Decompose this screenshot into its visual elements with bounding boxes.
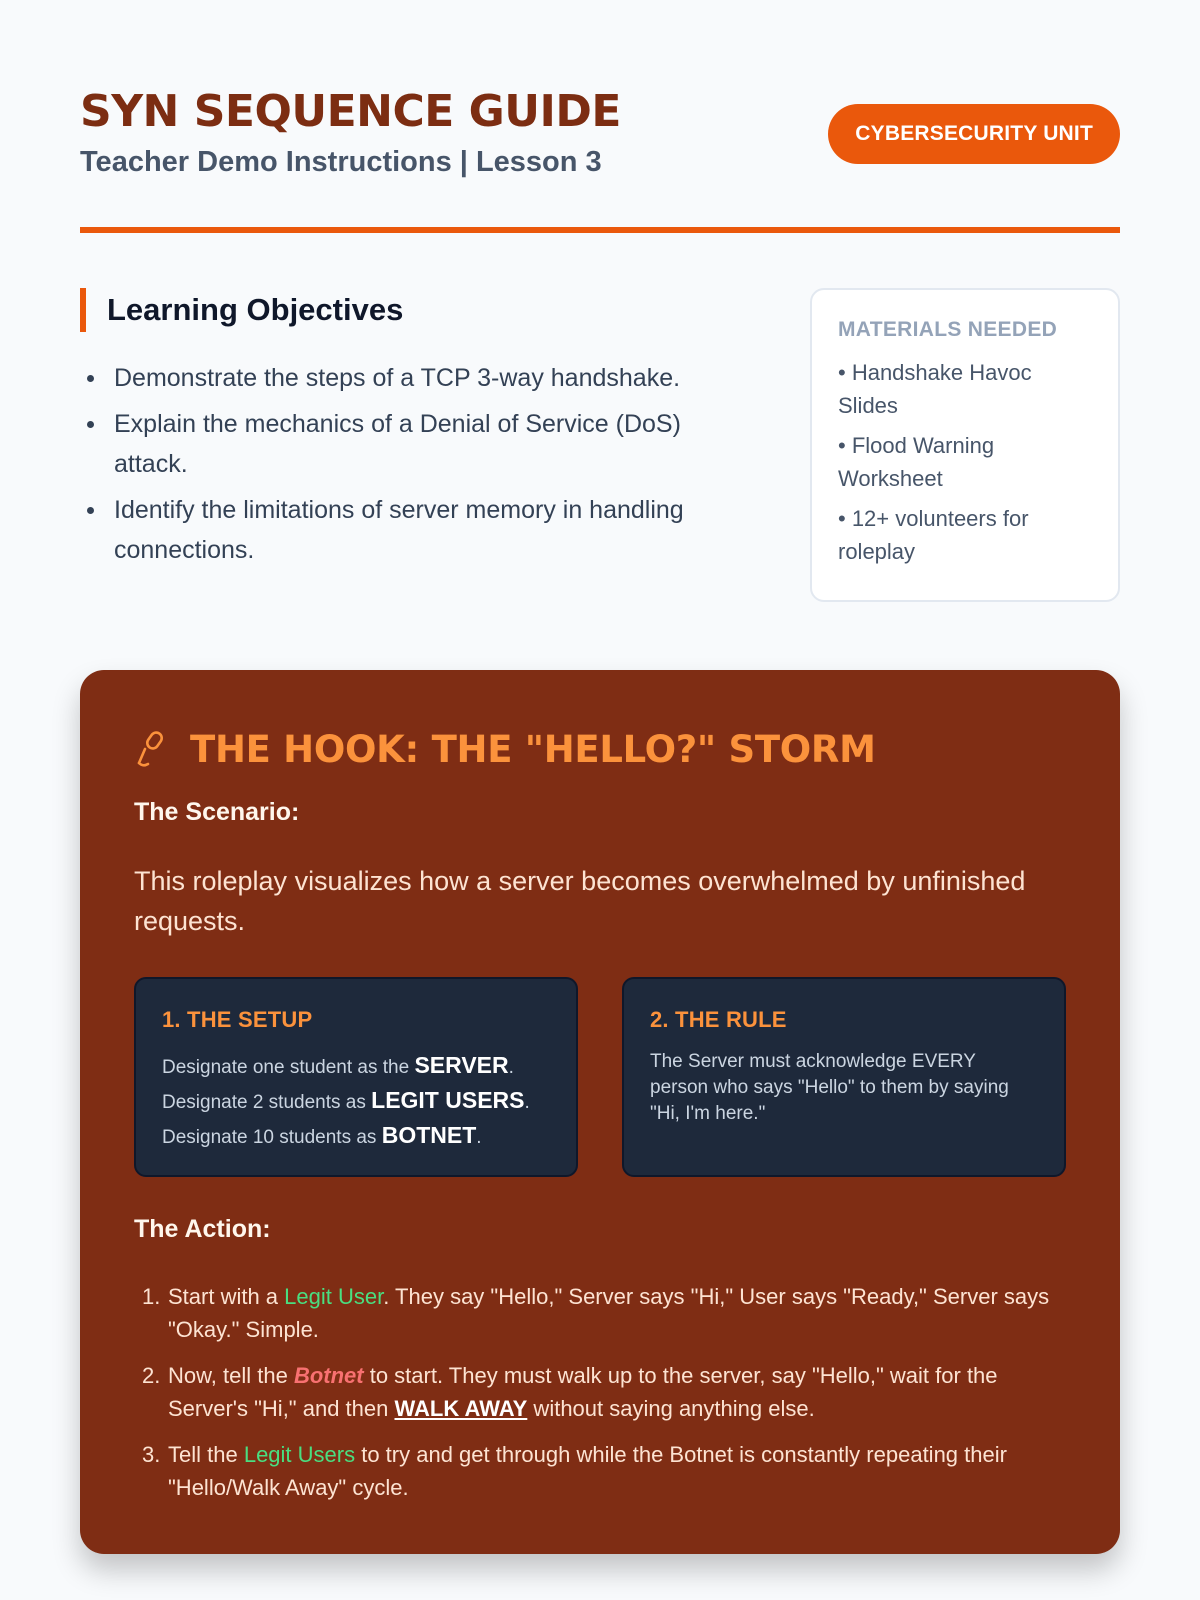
unit-badge: CYBERSECURITY UNIT xyxy=(828,104,1120,164)
header-divider xyxy=(80,227,1120,233)
microphone-icon xyxy=(134,729,168,769)
scenario-text: This roleplay visualizes how a server becomes overwhelmed by unfinished requests. xyxy=(134,866,1026,936)
rule-box xyxy=(622,977,1066,1177)
setup-line: Designate one student as the SERVER. xyxy=(162,1052,514,1078)
action-label: The Action: xyxy=(134,1215,271,1243)
objective-item: Demonstrate the steps of a TCP 3-way handshake. xyxy=(80,358,760,398)
hook-header xyxy=(134,724,1066,774)
rule-title: 2. THE RULE xyxy=(650,1007,787,1032)
legit-users-highlight: Legit Users xyxy=(243,1442,356,1467)
hook-title: THE HOOK: THE "HELLO?" STORM xyxy=(190,727,876,771)
action-list xyxy=(134,1280,1066,1504)
page-subtitle: Teacher Demo Instructions | Lesson 3 xyxy=(80,146,602,178)
scenario-label: The Scenario: xyxy=(134,798,300,826)
setup-line: Designate 10 students as BOTNET. xyxy=(162,1122,482,1148)
objective-item: Identify the limitations of server memory in handling connections. xyxy=(80,490,760,570)
objectives-list xyxy=(80,358,760,570)
setup-title: 1. THE SETUP xyxy=(162,1007,313,1032)
setup-line: Designate 2 students as LEGIT USERS. xyxy=(162,1087,530,1113)
materials-title: MATERIALS NEEDED xyxy=(838,318,1058,341)
materials-card xyxy=(810,288,1120,602)
legit-user-highlight: Legit User xyxy=(284,1284,384,1309)
material-item: • Handshake Havoc Slides xyxy=(838,360,1032,418)
setup-box xyxy=(134,977,578,1177)
rule-text: The Server must acknowledge EVERY person who says "Hello" to them by saying "Hi, I'm here." xyxy=(650,1051,1009,1124)
walk-away-highlight: WALK AWAY xyxy=(394,1396,528,1421)
page-header xyxy=(80,86,1120,186)
action-step: 2. Now, tell the Botnet to start. They must walk up to the server, say "Hello," wait for the Server's "Hi," and then WALK AWAY without saying anything else. xyxy=(142,1363,998,1421)
setup-rule-boxes xyxy=(134,977,1066,1177)
hook-card xyxy=(80,670,1120,1554)
material-item: • 12+ volunteers for roleplay xyxy=(838,506,1029,564)
action-step: 1. Start with a Legit User. They say "Hello," Server says "Hi," User says "Ready," Server says "Okay." Simple. xyxy=(142,1284,1050,1342)
learning-objectives-section xyxy=(80,288,760,576)
objectives-heading: Learning Objectives xyxy=(80,288,760,332)
materials-list xyxy=(838,356,1092,568)
botnet-highlight: Botnet xyxy=(293,1363,364,1388)
material-item: • Flood Warning Worksheet xyxy=(838,433,995,491)
page-title: SYN SEQUENCE GUIDE xyxy=(80,86,621,137)
action-step: 3. Tell the Legit Users to try and get through while the Botnet is constantly repeating their "Hello/Walk Away" cycle. xyxy=(142,1442,1007,1500)
objective-item: Explain the mechanics of a Denial of Service (DoS) attack. xyxy=(80,404,760,484)
